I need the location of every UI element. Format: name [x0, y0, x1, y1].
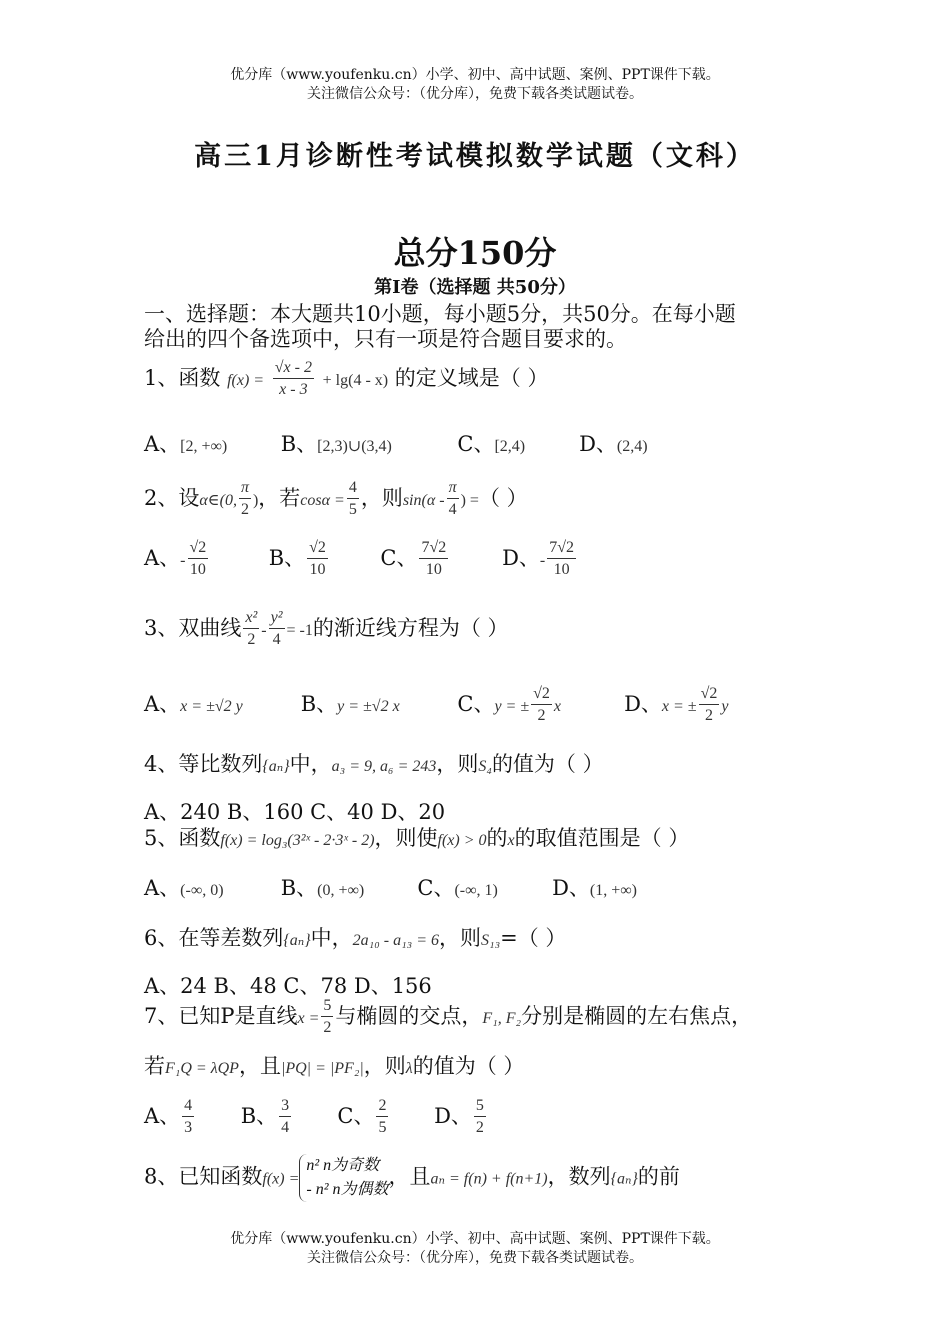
header-line-2: 关注微信公众号：（优分库），免费下载各类试题试卷。 — [307, 86, 643, 102]
header-line-1: 优分库（www.youfenku.cn）小学、初中、高中试题、案例、PPT课件下载。 — [230, 67, 720, 83]
q1-prefix: 1、函数 — [144, 366, 221, 390]
total-score: 总分150分 — [393, 234, 557, 272]
q1-fraction: $\frac{√x - 2}{x - 3}$ — [274, 359, 312, 398]
q4-options: A、240 B、160 C、40 D、20 — [144, 800, 446, 824]
q5-options: A、(-∞, 0) B、(0, +∞) C、(-∞, 1) D、(1, +∞) — [144, 876, 637, 900]
q6-options: A、24 B、48 C、78 D、156 — [144, 974, 432, 998]
question-4: 4、等比数列{aₙ}中，a₃ = 9, a₆ = 243，则S₄的值为（ ） — [144, 752, 604, 776]
q1-options: A、[2, +∞) B、[2,3)∪(3,4) C、[2,4) D、(2,4) — [144, 432, 648, 456]
intro-line-1: 一、选择题：本大题共10小题，每小题5分，共50分。在每小题 — [144, 302, 736, 326]
question-5: 5、函数f(x) = log₃(3²ˣ - 2·3ˣ - 2)，则使f(x) > 0的x的取值范围是（ ） — [144, 826, 690, 850]
q1-rhs: + lg(4 - x) — [322, 372, 389, 389]
question-2: 2、设α∈(0, $\frac{\pi}{2}$ )，若cosα = $\frac{4}{5}$ ，则sin(α - $\frac{\pi}{4}$ ) =（ ） — [144, 479, 528, 518]
q3-options: A、x = ±√2 y B、y = ±√2 x C、y = ± $\frac{√2}{2}$ x D、x = ± $\frac{√2}{2}$ y — [144, 685, 729, 724]
intro-line-2: 给出的四个备选项中，只有一项是符合题目要求的。 — [144, 327, 627, 351]
page-title: 高三1月诊断性考试模拟数学试题（文科） — [194, 141, 756, 172]
question-1 — [144, 358, 548, 401]
question-7-line-2: 若F₁Q = λQP，且|PQ| = |PF₂|，则λ的值为（ ） — [144, 1054, 525, 1078]
q1-lhs: f(x) = — [227, 372, 265, 389]
q7-options: A、 $\frac{4}{3}$ B、 $\frac{3}{4}$ C、 $\frac{2}{5}$ D、 $\frac{5}{2}$ — [144, 1097, 484, 1136]
piecewise-function: n² n为奇数 - n² n为偶数 — [299, 1154, 388, 1202]
footer-line-2: 关注微信公众号：（优分库），免费下载各类试题试卷。 — [307, 1250, 643, 1266]
section-title: 第I卷（选择题 共50分） — [374, 277, 576, 298]
q2-options: A、- $\frac{√2}{10}$ B、 $\frac{√2}{10}$ C、 $\frac{7√2}{10}$ D、- $\frac{7√2}{10}$ — [144, 539, 575, 578]
q1-suffix: 的定义域是（ ） — [394, 366, 549, 390]
question-8: 8、已知函数f(x) = n² n为奇数 - n² n为偶数 ，且aₙ = f(n) + f(n+1)，数列{aₙ}的前 — [144, 1154, 680, 1202]
question-6: 6、在等差数列{aₙ}中，2a₁₀ - a₁₃ = 6，则S₁₃=（ ） — [144, 926, 567, 950]
question-7: 7、已知P是直线x = $\frac{5}{2}$ 与椭圆的交点，F₁, F₂分别是椭圆的左右焦点， — [144, 997, 753, 1036]
footer-line-1: 优分库（www.youfenku.cn）小学、初中、高中试题、案例、PPT课件下载。 — [230, 1231, 720, 1247]
question-3: 3、双曲线 $\frac{\text{x²}}{2}$ - $\frac{\text{y²}}{4}$ = -1的渐近线方程为（ ） — [144, 609, 509, 648]
